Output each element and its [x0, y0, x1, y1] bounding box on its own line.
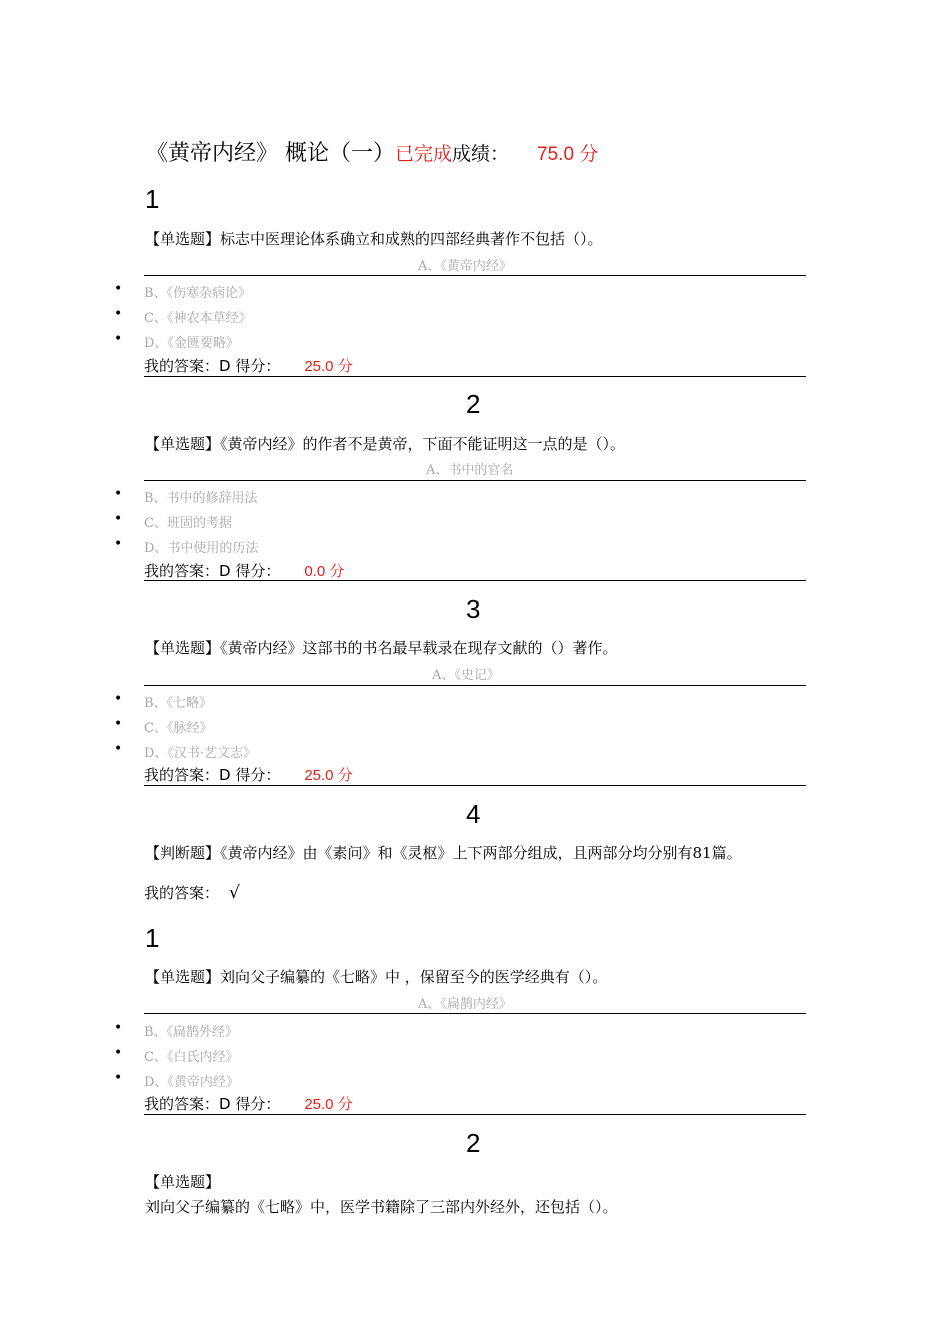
divider [144, 685, 806, 686]
divider [144, 580, 806, 581]
bullet-icon: • [114, 281, 123, 297]
answer-score: 25.0 分 [304, 767, 353, 784]
option-a[interactable]: A、《扁鹊内经》 [418, 997, 512, 1012]
question-number: 2 [466, 389, 481, 419]
check-mark-icon: √ [229, 883, 240, 903]
option-b[interactable]: B、《七略》 [144, 696, 213, 711]
option-c[interactable]: C、班固的考据 [144, 516, 232, 531]
option-b[interactable]: B、《伤寒杂病论》 [144, 286, 252, 301]
my-answer [144, 882, 240, 903]
question-text: 【单选题】《黄帝内经》的作者不是黄帝，下面不能证明这一点的是（）。 [145, 435, 626, 453]
my-answer [144, 355, 353, 376]
bullet-icon: • [114, 691, 123, 707]
page-title: 《黄帝内经》 概论（一） [146, 141, 395, 166]
question-number: 2 [466, 1128, 481, 1158]
answer-label: 我的答案：D 得分： [144, 1095, 281, 1113]
bullet-icon: • [114, 306, 123, 322]
divider [144, 480, 806, 481]
option-d[interactable]: D、《黄帝内经》 [144, 1075, 239, 1090]
option-a[interactable]: A、《黄帝内经》 [418, 259, 512, 274]
divider [144, 1114, 806, 1115]
answer-score: 25.0 分 [304, 1096, 353, 1113]
question-text: 【单选题】刘向父子编纂的《七略》中 ，保留至今的医学经典有（）。 [145, 968, 608, 986]
option-c[interactable]: C、《脉经》 [144, 721, 213, 736]
question-number: 3 [466, 594, 481, 624]
divider [144, 1013, 806, 1014]
bullet-icon: • [114, 1070, 123, 1086]
page-title-row [146, 136, 598, 167]
option-d[interactable]: D、书中使用的历法 [144, 541, 259, 556]
divider [144, 275, 806, 276]
question-text: 【单选题】标志中医理论体系确立和成熟的四部经典著作不包括（）。 [145, 230, 603, 248]
grade-label: 成绩： [452, 143, 510, 165]
answer-score: 0.0 分 [304, 563, 345, 580]
question-text: 【单选题】《黄帝内经》这部书的书名最早载录在现存文献的（）著作。 [145, 639, 618, 657]
divider [144, 376, 806, 377]
option-b[interactable]: B、《扁鹊外经》 [144, 1025, 239, 1040]
my-answer [144, 560, 344, 581]
bullet-icon: • [114, 1045, 123, 1061]
grade-value: 75.0 分 [537, 144, 599, 165]
option-a[interactable]: A、《史记》 [432, 668, 500, 683]
divider [144, 785, 806, 786]
my-answer [144, 1093, 353, 1114]
answer-label: 我的答案：D 得分： [144, 357, 281, 375]
answer-label: 我的答案： [144, 884, 220, 902]
option-b[interactable]: B、书中的修辞用法 [144, 491, 258, 506]
option-a[interactable]: A、书中的官名 [426, 463, 514, 478]
my-answer [144, 764, 353, 785]
bullet-icon: • [114, 331, 123, 347]
question-text: 刘向父子编纂的《七略》中，医学书籍除了三部内外经外，还包括（）。 [145, 1198, 618, 1216]
question-type: 【单选题】 [145, 1173, 221, 1191]
option-d[interactable]: D、《汉书·艺文志》 [144, 746, 257, 761]
status-badge: 已完成 [395, 143, 453, 165]
bullet-icon: • [114, 511, 123, 527]
bullet-icon: • [114, 1020, 123, 1036]
question-number: 1 [145, 923, 160, 953]
bullet-icon: • [114, 716, 123, 732]
option-d[interactable]: D、《金匮要略》 [144, 336, 239, 351]
answer-label: 我的答案：D 得分： [144, 562, 281, 580]
question-number: 1 [145, 184, 160, 214]
answer-score: 25.0 分 [304, 358, 353, 375]
bullet-icon: • [114, 486, 123, 502]
bullet-icon: • [114, 536, 123, 552]
option-c[interactable]: C、《白氏内经》 [144, 1050, 239, 1065]
bullet-icon: • [114, 741, 123, 757]
question-text: 【判断题】《黄帝内经》由《素问》和《灵枢》上下两部分组成，且两部分均分别有81篇。 [145, 844, 742, 862]
option-c[interactable]: C、《神农本草经》 [144, 311, 252, 326]
answer-label: 我的答案：D 得分： [144, 766, 281, 784]
question-number: 4 [466, 799, 481, 829]
